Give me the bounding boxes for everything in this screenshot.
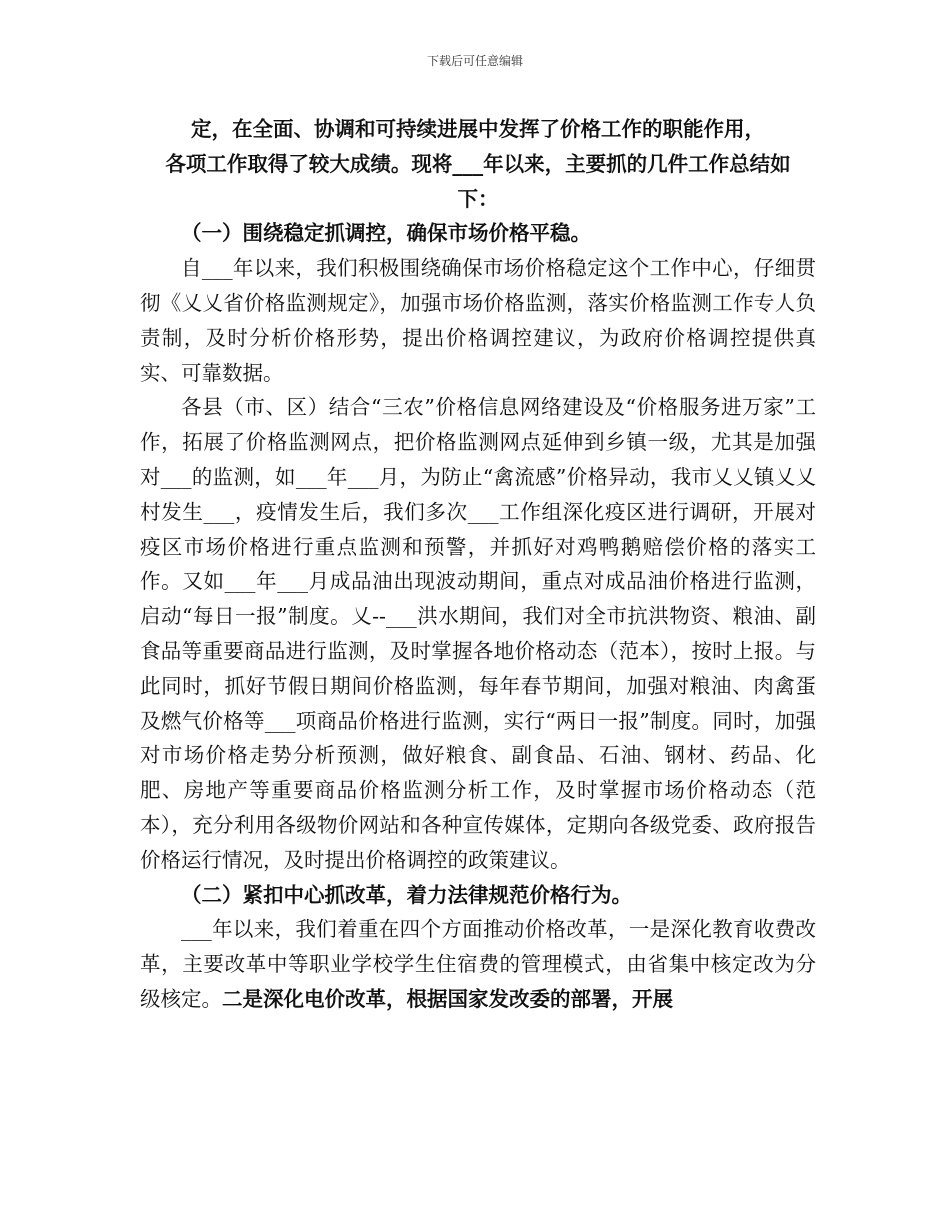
section1-paragraph-1: 自___年以来，我们积极围绕确保市场价格稳定这个工作中心，仔细贯彻《乂乂省价格监测规定》，加强市场价格监测，落实价格监测工作专人负责制，及时分析价格形势，提出价格调控建议，为政府价格调控提供真实、可靠数据。 <box>140 256 816 385</box>
section2-paragraph-1-bold: 二是深化电价改革，根据国家发改委的部署，开展 <box>222 986 673 1011</box>
page-header: 下载后可任意编辑 <box>426 54 523 68</box>
section2-heading: （二）紧扣中心抓改革，着力法律规范价格行为。 <box>181 882 632 907</box>
intro-line-3: 下： <box>457 186 499 211</box>
section2-paragraph-1-text: ___年以来，我们着重在四个方面推动价格改革，一是深化教育收费改革，主要改革中等职业学校学生住宿费的管理模式，由省集中核定改为分级核定。 <box>140 917 816 1011</box>
intro-line-2: 各项工作取得了较大成绩。现将___年以来，主要抓的几件工作总结如 <box>165 151 791 176</box>
section2-paragraph-1 <box>140 912 816 1016</box>
document-body <box>140 112 816 1017</box>
section1-paragraph-2: 各县（市、区）结合“三农”价格信息网络建设及“价格服务进万家”工作，拓展了价格监测网点，把价格监测网点延伸到乡镇一级，尤其是加强对___的监测，如___年___月，为防止“禽流感”价格异动，我市乂乂镇乂乂村发生___，疫情发生后，我们多次___工作组深化疫区进行调研，开展对疫区市场价格进行重点监测和预警，并抓好对鸡鸭鹅赔偿价格的落实工作。又如___年___月成品油出现波动期间，重点对成品油价格进行监测，启动“每日一报”制度。乂--___洪水期间，我们对全市抗洪物资、粮油、副食品等重要商品进行监测，及时掌握各地价格动态（范本），按时上报。与此同时，抓好节假日期间价格监测，每年春节期间，加强对粮油、肉禽蛋及燃气价格等___项商品价格进行监测，实行“两日一报”制度。同时，加强对市场价格走势分析预测，做好粮食、副食品、石油、钢材、药品、化肥、房地产等重要商品价格监测分析工作，及时掌握市场价格动态（范本），充分利用各级物价网站和各种宣传媒体，定期向各级党委、政府报告价格运行情况，及时提出价格调控的政策建议。 <box>140 395 816 872</box>
section1-heading: （一）围绕稳定抓调控，确保市场价格平稳。 <box>181 221 591 246</box>
intro-line-1: 定，在全面、协调和可持续进展中发挥了价格工作的职能作用， <box>191 117 765 141</box>
